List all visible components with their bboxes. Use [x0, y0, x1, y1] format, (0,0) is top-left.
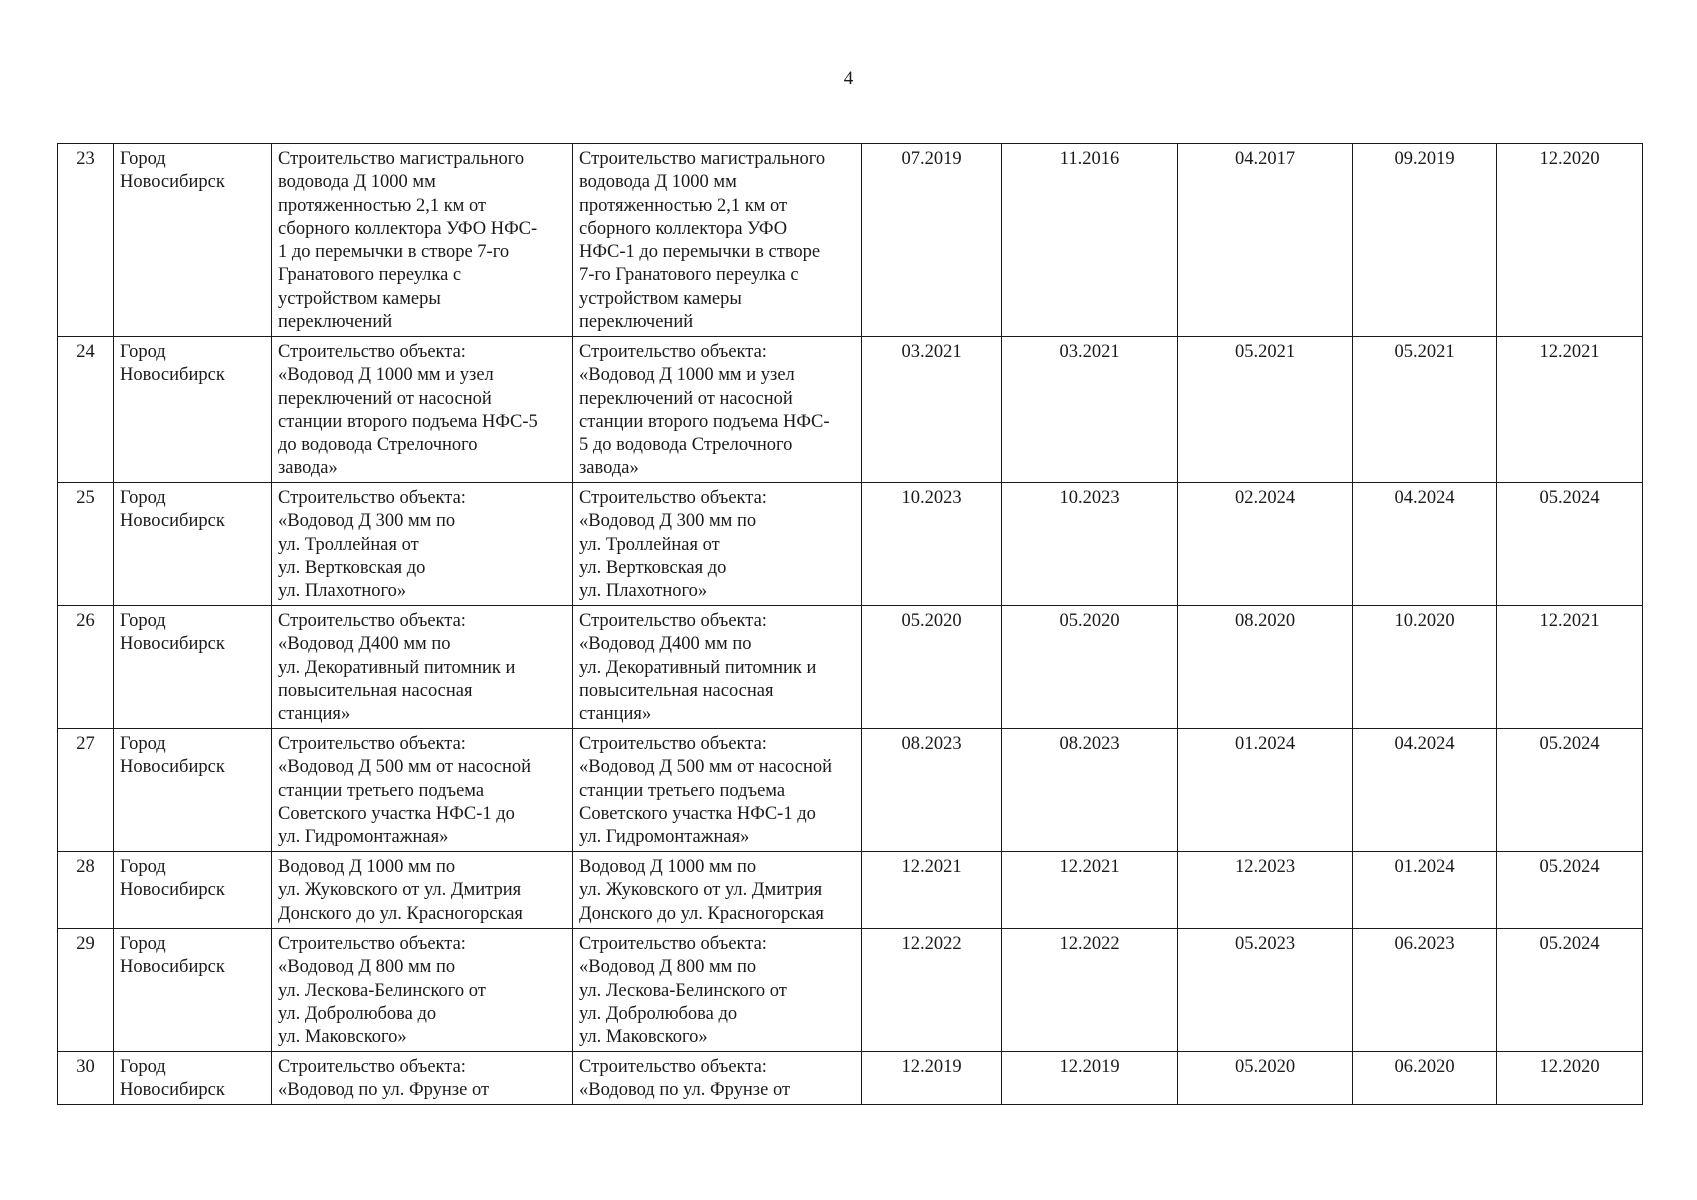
table-row	[58, 729, 1643, 852]
table-row	[58, 483, 1643, 606]
date-cell: 05.2023	[1178, 929, 1353, 1052]
date-cell: 12.2021	[1002, 852, 1178, 929]
date-cell: 12.2021	[1497, 337, 1643, 483]
date-cell: 05.2024	[1497, 729, 1643, 852]
project-description-cell: Строительство объекта: «Водовод Д 800 мм по ул. Лескова-Белинского от ул. Добролюбова до ул. Маковского»	[573, 929, 862, 1052]
date-cell: 04.2024	[1353, 729, 1497, 852]
date-cell: 12.2022	[862, 929, 1002, 1052]
row-number: 27	[58, 729, 114, 852]
project-name-cell: Строительство объекта: «Водовод Д 300 мм по ул. Троллейная от ул. Вертковская до ул. Плахотного»	[272, 483, 573, 606]
date-cell: 05.2021	[1353, 337, 1497, 483]
project-name-cell: Строительство магистрального водовода Д 1000 мм протяженностью 2,1 км от сборного коллектора УФО НФС- 1 до перемычки в створе 7-го Гранатового переулка с устройством камеры переключений	[272, 144, 573, 337]
date-cell: 05.2020	[1002, 606, 1178, 729]
row-number: 25	[58, 483, 114, 606]
table-row	[58, 337, 1643, 483]
date-cell: 05.2020	[862, 606, 1002, 729]
date-cell: 10.2023	[862, 483, 1002, 606]
date-cell: 08.2023	[862, 729, 1002, 852]
city-cell: Город Новосибирск	[114, 483, 272, 606]
project-name-cell: Водовод Д 1000 мм по ул. Жуковского от ул. Дмитрия Донского до ул. Красногорская	[272, 852, 573, 929]
date-cell: 05.2024	[1497, 483, 1643, 606]
city-cell: Город Новосибирск	[114, 337, 272, 483]
date-cell: 01.2024	[1178, 729, 1353, 852]
date-cell: 12.2019	[1002, 1052, 1178, 1105]
project-description-cell: Строительство объекта: «Водовод Д 1000 мм и узел переключений от насосной станции второго подъема НФС- 5 до водовода Стрелочного завода»	[573, 337, 862, 483]
project-description-cell: Строительство объекта: «Водовод Д 300 мм по ул. Троллейная от ул. Вертковская до ул. Плахотного»	[573, 483, 862, 606]
date-cell: 12.2020	[1497, 1052, 1643, 1105]
row-number: 28	[58, 852, 114, 929]
date-cell: 05.2020	[1178, 1052, 1353, 1105]
project-description-cell: Строительство магистрального водовода Д 1000 мм протяженностью 2,1 км от сборного коллектора УФО НФС-1 до перемычки в створе 7-го Гранатового переулка с устройством камеры переключений	[573, 144, 862, 337]
row-number: 24	[58, 337, 114, 483]
date-cell: 05.2024	[1497, 929, 1643, 1052]
date-cell: 08.2023	[1002, 729, 1178, 852]
date-cell: 05.2024	[1497, 852, 1643, 929]
date-cell: 04.2024	[1353, 483, 1497, 606]
project-description-cell: Строительство объекта: «Водовод по ул. Фрунзе от	[573, 1052, 862, 1105]
date-cell: 03.2021	[1002, 337, 1178, 483]
project-name-cell: Строительство объекта: «Водовод Д 800 мм по ул. Лескова-Белинского от ул. Добролюбова до ул. Маковского»	[272, 929, 573, 1052]
date-cell: 06.2020	[1353, 1052, 1497, 1105]
project-name-cell: Строительство объекта: «Водовод Д 1000 мм и узел переключений от насосной станции второго подъема НФС-5 до водовода Стрелочного завода»	[272, 337, 573, 483]
date-cell: 04.2017	[1178, 144, 1353, 337]
date-cell: 05.2021	[1178, 337, 1353, 483]
page-number: 4	[843, 68, 854, 89]
project-description-cell: Строительство объекта: «Водовод Д 500 мм от насосной станции третьего подъема Советского участка НФС-1 до ул. Гидромонтажная»	[573, 729, 862, 852]
date-cell: 06.2023	[1353, 929, 1497, 1052]
date-cell: 11.2016	[1002, 144, 1178, 337]
table-row	[58, 606, 1643, 729]
city-cell: Город Новосибирск	[114, 144, 272, 337]
table-row	[58, 929, 1643, 1052]
date-cell: 08.2020	[1178, 606, 1353, 729]
project-description-cell: Строительство объекта: «Водовод Д400 мм по ул. Декоративный питомник и повысительная насосная станция»	[573, 606, 862, 729]
date-cell: 10.2023	[1002, 483, 1178, 606]
city-cell: Город Новосибирск	[114, 1052, 272, 1105]
date-cell: 12.2020	[1497, 144, 1643, 337]
row-number: 23	[58, 144, 114, 337]
date-cell: 10.2020	[1353, 606, 1497, 729]
city-cell: Город Новосибирск	[114, 929, 272, 1052]
date-cell: 01.2024	[1353, 852, 1497, 929]
date-cell: 12.2019	[862, 1052, 1002, 1105]
date-cell: 03.2021	[862, 337, 1002, 483]
projects-table	[57, 143, 1643, 1105]
date-cell: 12.2021	[862, 852, 1002, 929]
city-cell: Город Новосибирск	[114, 729, 272, 852]
row-number: 26	[58, 606, 114, 729]
date-cell: 12.2021	[1497, 606, 1643, 729]
date-cell: 02.2024	[1178, 483, 1353, 606]
project-name-cell: Строительство объекта: «Водовод по ул. Фрунзе от	[272, 1052, 573, 1105]
date-cell: 12.2023	[1178, 852, 1353, 929]
date-cell: 07.2019	[862, 144, 1002, 337]
row-number: 29	[58, 929, 114, 1052]
date-cell: 12.2022	[1002, 929, 1178, 1052]
table-row	[58, 1052, 1643, 1105]
city-cell: Город Новосибирск	[114, 852, 272, 929]
table-row	[58, 852, 1643, 929]
project-name-cell: Строительство объекта: «Водовод Д400 мм по ул. Декоративный питомник и повысительная насосная станция»	[272, 606, 573, 729]
table-row	[58, 144, 1643, 337]
date-cell: 09.2019	[1353, 144, 1497, 337]
row-number: 30	[58, 1052, 114, 1105]
project-description-cell: Водовод Д 1000 мм по ул. Жуковского от ул. Дмитрия Донского до ул. Красногорская	[573, 852, 862, 929]
city-cell: Город Новосибирск	[114, 606, 272, 729]
project-name-cell: Строительство объекта: «Водовод Д 500 мм от насосной станции третьего подъема Советского участка НФС-1 до ул. Гидромонтажная»	[272, 729, 573, 852]
